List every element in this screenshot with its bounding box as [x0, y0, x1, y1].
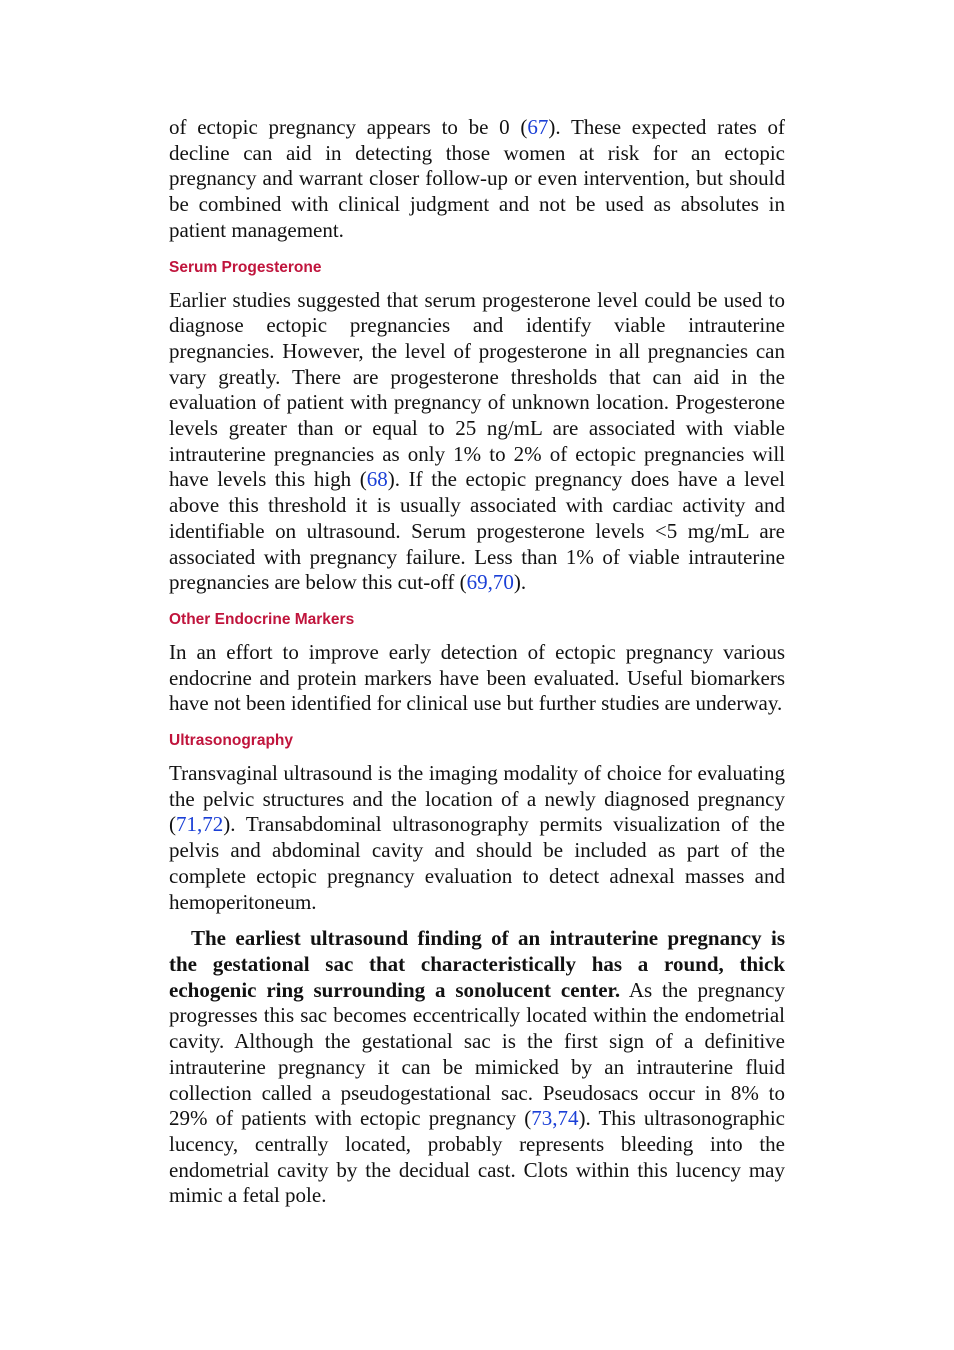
reference-separator: ,	[552, 1106, 558, 1131]
reference-link[interactable]: 69	[466, 570, 488, 595]
reference-link[interactable]: 72	[202, 812, 224, 837]
paragraph-ectopic-rates	[169, 115, 785, 244]
text-run: ). Transabdominal ultrasonography permits visualization of the pelvis and abdominal cavity and should be included as part of the complete ectopic pregnancy evaluation to detect adnexal masses and hemoperitoneum.	[169, 812, 785, 914]
reference-link[interactable]: 71	[176, 812, 197, 837]
reference-separator: ,	[197, 812, 203, 837]
text-run: ).	[513, 570, 527, 595]
text-run: ). This ultrasonographic lucency, centrally located, probably represents bleeding into the endometrial cavity by the decidual cast. Clots within this lucency may mimic a fetal pole.	[169, 1106, 785, 1208]
section-heading-other-endocrine-markers: Other Endocrine Markers	[169, 610, 355, 628]
text-run: ). If the ectopic pregnancy does have a level above this threshold it is usually associated with cardiac activity and identifiable on ultrasound. Serum progesterone levels <5 mg/mL are associated with pregnancy failure. Less than 1% of viable intrauterine pregnancies are below this cut-off (	[169, 467, 785, 595]
reference-link[interactable]: 67	[527, 115, 549, 139]
section-heading-ultrasonography: Ultrasonography	[169, 732, 294, 750]
section-heading-serum-progesterone: Serum Progesterone	[169, 258, 322, 276]
text-run: of ectopic pregnancy appears to be 0 (	[169, 115, 528, 139]
text-run: In an effort to improve early detection of ectopic pregnancy various endocrine and protein markers have been evaluated. Useful biomarkers have not been identified for clinical use but further studies are underway.	[169, 639, 785, 716]
text-run: Transvaginal ultrasound is the imaging modality of choice for evaluating the pelvic structures and the location of a newly diagnosed pregnancy (	[169, 761, 785, 837]
document-page	[169, 115, 785, 1209]
text-run: ). These expected rates of decline can aid in detecting those women at risk for an ectopic pregnancy and warrant closer follow-up or even intervention, but should be combined with clinical judgment and not be used as absolutes in patient management.	[169, 115, 785, 242]
paragraph-endocrine-markers	[169, 640, 785, 717]
paragraph-serum-progesterone	[169, 288, 785, 596]
text-run: Earlier studies suggested that serum progesterone level could be used to diagnose ectopic pregnancies and identify viable intrauterine pregnancies. However, the level of progesterone in all pregnancies can vary greatly. There are progesterone thresholds that can aid in the evaluation of patient with pregnancy of unknown location. Progesterone levels greater than or equal to 25 ng/mL are associated with viable intrauterine pregnancies as only 1% to 2% of ectopic pregnancies will have levels this high (	[169, 287, 785, 492]
reference-link[interactable]: 68	[366, 467, 388, 492]
reference-link[interactable]: 73	[531, 1106, 553, 1131]
reference-link[interactable]: 70	[492, 570, 514, 595]
paragraph-gestational-sac	[169, 926, 785, 1209]
reference-separator: ,	[487, 570, 493, 595]
reference-link[interactable]: 74	[557, 1106, 579, 1131]
bold-lead-sentence: The earliest ultrasound finding of an intrauterine pregnancy is the gestational sac that characteristically has a round, thick echogenic ring surrounding a sonolucent center.	[169, 926, 785, 1002]
text-run: As the pregnancy progresses this sac becomes eccentrically located within the endometrial cavity. Although the gestational sac is the first sign of a definitive intrauterine pregnancy it can be mimicked by an intrauterine fluid collection called a pseudogestational sac. Pseudosacs occur in 8% to 29% of patients with ectopic pregnancy (	[169, 977, 785, 1131]
paragraph-transvaginal-ultrasound	[169, 761, 785, 915]
